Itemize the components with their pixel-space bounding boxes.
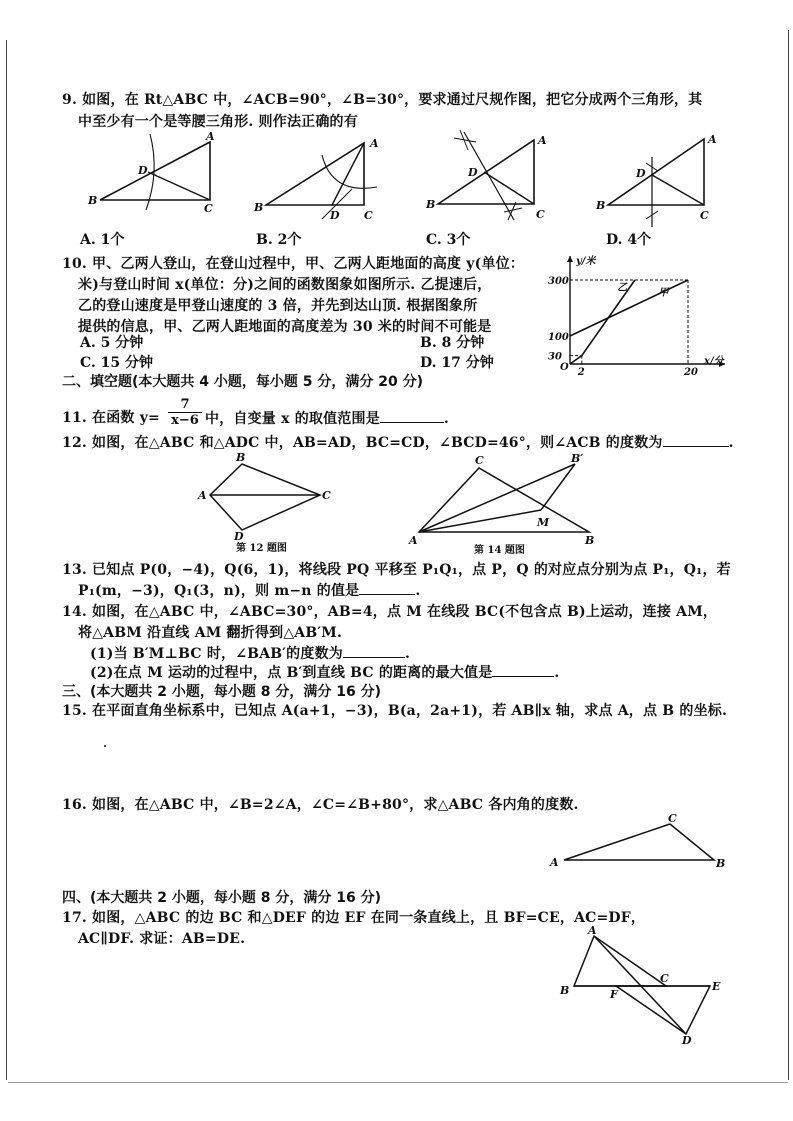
q17-label-b: B bbox=[560, 984, 570, 997]
q17-line2: AC∥DF. 求证：AB=DE. bbox=[78, 931, 246, 947]
q17-label-e: E bbox=[712, 980, 721, 993]
q12-quadrilateral bbox=[210, 464, 320, 530]
q9-option-a: A. 1个 bbox=[80, 232, 125, 248]
q10-y-tick-30: 30 bbox=[548, 351, 562, 363]
q11-prefix: 11. 在函数 y= bbox=[62, 410, 160, 426]
q14-label-b: B bbox=[585, 534, 595, 547]
q14-sub1-end: . bbox=[404, 646, 411, 662]
q11-denominator: x−6 bbox=[168, 412, 202, 428]
q9a-triangle bbox=[100, 142, 210, 200]
q12-answer-blank[interactable] bbox=[663, 432, 729, 447]
q9-figure-b bbox=[252, 135, 392, 225]
q9c-label-c: C bbox=[536, 208, 545, 221]
q17-label-f: F bbox=[610, 988, 618, 1001]
q9b-triangle bbox=[266, 143, 364, 205]
q13-end: . bbox=[415, 583, 421, 599]
q10-height-time-chart bbox=[540, 252, 740, 378]
scan-dot bbox=[104, 745, 106, 747]
q14-sub2-stem: (2)在点 M 运动的过程中，点 B′到直线 BC 的距离的最大值是 bbox=[90, 665, 493, 681]
q12-label-c: C bbox=[322, 489, 331, 502]
q11-text bbox=[205, 408, 449, 429]
q9-line1: 9. 如图，在 Rt△ABC 中，∠ACB=90°，∠B=30°，要求通过尺规作图，把它分成两个三角形，其 bbox=[62, 92, 703, 108]
q9-line2: 中至少有一个是等腰三角形. 则作法正确的有 bbox=[78, 114, 358, 130]
q14-triangle-abc bbox=[419, 468, 589, 532]
q9-option-c: C. 3个 bbox=[426, 232, 471, 248]
q10-option-d: D. 17 分钟 bbox=[420, 355, 494, 371]
q9d-label-c: C bbox=[700, 209, 709, 222]
q9d-label-d: D bbox=[636, 167, 646, 180]
q9-option-d: D. 4个 bbox=[606, 232, 652, 248]
q14-sub1-answer-blank[interactable] bbox=[343, 643, 405, 658]
q9c-label-b: B bbox=[426, 198, 436, 211]
q14-label-b-prime: B′ bbox=[571, 452, 584, 465]
q9-figure-a bbox=[88, 132, 228, 217]
q12-text bbox=[62, 432, 734, 453]
q9d-triangle bbox=[608, 139, 704, 205]
q14-label-m: M bbox=[537, 516, 550, 529]
q9-figure-d bbox=[596, 135, 726, 229]
q9a-label-c: C bbox=[204, 202, 213, 215]
q10-x-tick-20: 20 bbox=[684, 367, 698, 378]
q12-label-b: B bbox=[236, 451, 246, 464]
q10-line2: 米)与登山时间 x(单位：分)之间的函数图象如图所示. 乙提速后， bbox=[78, 277, 492, 293]
q10-option-a: A. 5 分钟 bbox=[80, 335, 144, 351]
q10-line3: 乙的登山速度是甲登山速度的 3 倍，并先到达山顶. 根据图象所 bbox=[78, 298, 478, 314]
q16-label-b: B bbox=[716, 857, 726, 870]
q10-x-tick-2: 2 bbox=[577, 367, 585, 378]
q16-text: 16. 如图，在△ABC 中，∠B=2∠A，∠C=∠B+80°，求△ABC 各内角的度数. bbox=[62, 797, 579, 813]
q14-figure bbox=[405, 452, 605, 547]
q12-label-d: D bbox=[234, 530, 244, 543]
q9b-label-a: A bbox=[370, 137, 379, 150]
section2-title: 二、填空题(本大题共 4 小题，每小题 5 分，满分 20 分) bbox=[62, 374, 424, 390]
q13-answer-blank[interactable] bbox=[359, 580, 415, 595]
q10-line4: 提供的信息，甲、乙两人距地面的高度差为 30 米的时间不可能是 bbox=[78, 319, 492, 335]
q14-line1: 14. 如图，在△ABC 中，∠ABC=30°，AB=4，点 M 在线段 BC(不包含点 B)上运动，连接 AM， bbox=[62, 604, 718, 620]
q9a-label-d: D bbox=[138, 164, 148, 177]
q14-label-c: C bbox=[475, 454, 484, 467]
q9a-segment-dc bbox=[148, 172, 210, 200]
q14-segment-ab-prime bbox=[419, 464, 575, 532]
q12-end: . bbox=[728, 435, 734, 451]
q17-label-c: C bbox=[660, 972, 669, 985]
q14-caption: 第 14 题图 bbox=[474, 545, 525, 556]
q9d-segment-dc bbox=[652, 175, 704, 205]
q12-figure bbox=[196, 452, 346, 542]
q9d-label-b: B bbox=[596, 199, 606, 212]
q17-triangle-abc bbox=[574, 936, 666, 986]
q14-label-a: A bbox=[409, 534, 418, 547]
q16-label-a: A bbox=[550, 856, 559, 869]
q11-answer-blank[interactable] bbox=[380, 408, 444, 423]
q9-option-b: B. 2个 bbox=[256, 232, 302, 248]
q10-x-axis-label: x/分 bbox=[704, 356, 724, 367]
q10-y-tick-100: 100 bbox=[548, 332, 569, 343]
q10-series-label-yi: 乙 bbox=[617, 282, 628, 294]
page-left-border bbox=[6, 40, 7, 1080]
q15-text: 15. 在平面直角坐标系中，已知点 A(a+1，−3)，B(a，2a+1)，若 AB∥x 轴，求点 A，点 B 的坐标. bbox=[62, 703, 728, 719]
q13-line1: 13. 已知点 P(0，−4)，Q(6，1)，将线段 PQ 平移至 P₁Q₁，点 P，Q 的对应点分别为点 P₁，Q₁，若 bbox=[62, 562, 731, 578]
q11-post: 中，自变量 x 的取值范围是 bbox=[205, 411, 380, 427]
section3-title: 三、(本大题共 2 小题，每小题 8 分，满分 16 分) bbox=[62, 684, 382, 700]
page-bottom-border bbox=[8, 1082, 788, 1083]
q17-label-a: A bbox=[588, 924, 597, 937]
q10-y-axis-arrow bbox=[567, 256, 573, 262]
q11-numerator: 7 bbox=[180, 397, 190, 412]
q9c-segment-dc bbox=[484, 172, 534, 204]
q10-line1: 10. 甲、乙两人登山，在登山过程中，甲、乙两人距地面的高度 y(单位： bbox=[62, 256, 525, 272]
q16-figure bbox=[546, 812, 732, 872]
q14-sub2-answer-blank[interactable] bbox=[492, 662, 554, 677]
q16-triangle bbox=[564, 824, 714, 860]
q13-line2 bbox=[78, 580, 420, 601]
q17-line1: 17. 如图，△ABC 的边 BC 和△DEF 的边 EF 在同一条直线上，且 BF=CE，AC=DF， bbox=[62, 910, 646, 926]
q9b-label-c: C bbox=[364, 209, 373, 222]
q10-origin-label: O bbox=[560, 362, 569, 373]
q10-y-axis-label: y/米 bbox=[576, 256, 596, 267]
q13-stem: P₁(m，−3)，Q₁(3，n)，则 m−n 的值是 bbox=[78, 583, 360, 599]
q11-end: . bbox=[443, 411, 449, 427]
q11-fraction bbox=[168, 397, 202, 428]
page-right-border bbox=[788, 30, 789, 1080]
q14-sub1-stem: (1)当 B′M⊥BC 时，∠BAB′的度数为 bbox=[90, 646, 343, 662]
q9b-label-d: D bbox=[330, 209, 340, 222]
q17-segment-ac-df bbox=[594, 936, 686, 1034]
q17-figure bbox=[556, 922, 742, 1046]
q9a-label-a: A bbox=[206, 130, 215, 143]
q12-stem: 12. 如图，在△ABC 和△ADC 中，AB=AD，BC=CD，∠BCD=46°，则∠ACB 的度数为 bbox=[62, 435, 663, 451]
q9a-label-b: B bbox=[88, 194, 98, 207]
q10-option-b: B. 8 分钟 bbox=[420, 335, 485, 351]
q9c-label-d: D bbox=[468, 166, 478, 179]
q9b-label-b: B bbox=[254, 201, 264, 214]
q10-option-c: C. 15 分钟 bbox=[80, 355, 154, 371]
q9c-label-a: A bbox=[538, 134, 547, 147]
q10-y-tick-300: 300 bbox=[548, 276, 569, 287]
q14-line2: 将△ABM 沿直线 AM 翻折得到△AB′M. bbox=[78, 625, 343, 641]
q16-label-c: C bbox=[668, 812, 677, 825]
q14-sub1 bbox=[90, 643, 410, 664]
q14-sub2-end: . bbox=[554, 665, 560, 681]
q10-series-label-jia: 甲 bbox=[658, 287, 669, 299]
q9-figure-c bbox=[424, 128, 564, 226]
q17-label-d: D bbox=[682, 1034, 692, 1047]
q12-caption: 第 12 题图 bbox=[236, 543, 287, 554]
q9d-label-a: A bbox=[708, 133, 717, 146]
q12-label-a: A bbox=[198, 489, 207, 502]
section4-title: 四、(本大题共 2 小题，每小题 8 分，满分 16 分) bbox=[62, 890, 382, 906]
q14-sub2 bbox=[90, 662, 560, 683]
